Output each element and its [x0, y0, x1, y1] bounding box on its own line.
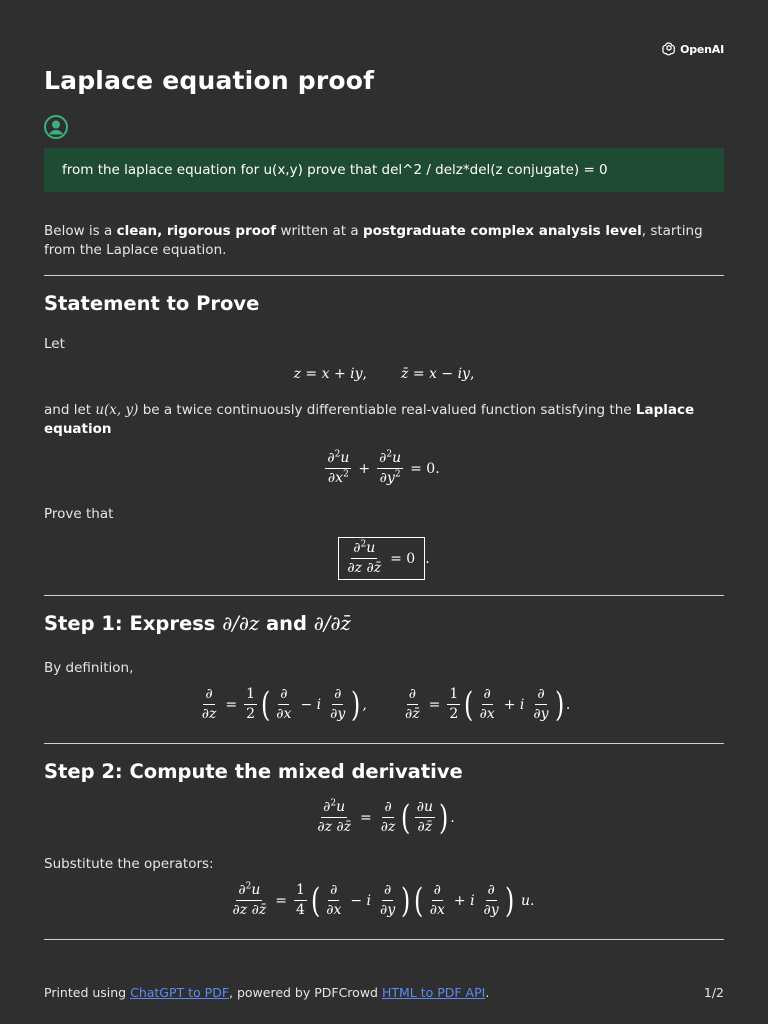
page-title: Laplace equation proof — [44, 66, 375, 95]
openai-logo — [661, 41, 724, 57]
intro-bold-1: clean, rigorous proof — [116, 223, 277, 239]
intro-text-3: , starting from the Laplace equation. — [44, 223, 703, 258]
brand-name: OpenAI — [680, 42, 724, 56]
function-u: u(x, y) — [95, 402, 139, 418]
by-definition-text: By definition, — [44, 660, 134, 676]
intro-text-2: written at a — [276, 223, 363, 239]
heading-step2: Step 2: Compute the mixed derivative — [44, 760, 463, 783]
equation-laplace: $\frac{\partial^2u}{\partial x^2}$ + $\frac{\partial^2u}{\partial y^2}$ = 0. — [327, 449, 440, 486]
equation-z-definition: z = x + iy, z̄ = x − iy, — [293, 366, 475, 382]
chatgpt-to-pdf-link[interactable]: ChatGPT to PDF — [130, 985, 230, 1000]
heading-step1-and: and — [259, 612, 314, 635]
intro-bold-2: postgraduate complex analysis level — [362, 223, 642, 239]
divider — [44, 939, 724, 940]
user-avatar-icon — [44, 115, 68, 139]
and-let-text: and let — [44, 402, 96, 418]
heading-step1 — [44, 612, 351, 635]
footer — [44, 985, 724, 1000]
prompt-text: from the laplace equation for u(x,y) prove that del^2 / delz*del(z conjugate) = 0 — [62, 162, 608, 178]
equation-wirtinger: $\frac{\partial}{\partial z}$ = $\frac{1}{2}$ ( $\frac{\partial}{\partial x}$ − i $\frac{\partial}{\partial y}$ ) , $\frac{\partial}{\partial z̄}$ = $\frac{1}{2}$ ( $\frac{\partial}{\partial x}$ + i $\frac{\partial}{\partial y}$ ) . — [201, 684, 571, 725]
heading-step1-op2: ∂/∂z̄ — [313, 612, 351, 635]
laplace-bold: Laplace equation — [44, 402, 695, 437]
divider — [44, 595, 724, 596]
html-to-pdf-api-link[interactable]: HTML to PDF API — [381, 985, 486, 1000]
user-prompt — [44, 148, 724, 192]
heading-statement: Statement to Prove — [44, 292, 260, 315]
let-text: Let — [44, 336, 65, 352]
and-let-paragraph — [44, 401, 724, 439]
and-let-text-2: be a twice continuously differentiable real-valued function satisfying the — [138, 402, 636, 418]
footer-period: . — [485, 985, 490, 1000]
equation-substitution: $\frac{\partial^2u}{\partial z \partial z̄}$ = $\frac{1}{4}$ ( $\frac{\partial}{\partial x}$ − i $\frac{\partial}{\partial y}$ ) ( $\frac{\partial}{\partial x}$ + i $\frac{\partial}{\partial y}$ ) u. — [232, 880, 535, 921]
page-number: 1/2 — [703, 985, 724, 1000]
divider — [44, 275, 724, 276]
prove-that-text: Prove that — [44, 506, 114, 522]
intro-text-1: Below is a — [44, 223, 117, 239]
openai-icon — [661, 41, 677, 57]
intro-paragraph — [44, 222, 724, 260]
footer-printed-text: Printed using — [44, 985, 131, 1000]
substitute-text: Substitute the operators: — [44, 856, 214, 872]
divider — [44, 743, 724, 744]
equation-goal: $\frac{\partial^2u}{\partial z \partial z̄}$ = 0 . — [44, 537, 724, 580]
heading-step1-op1: ∂/∂z — [222, 612, 260, 635]
footer-credit — [44, 985, 489, 1000]
equation-mixed-derivative: $\frac{\partial^2u}{\partial z \partial z̄}$ = $\frac{\partial}{\partial z}$ ( $\frac{\partial u}{\partial z̄}$ ) . — [317, 797, 455, 838]
footer-powered-text: , powered by PDFCrowd — [229, 985, 382, 1000]
heading-step1-text: Step 1: Express — [44, 612, 223, 635]
